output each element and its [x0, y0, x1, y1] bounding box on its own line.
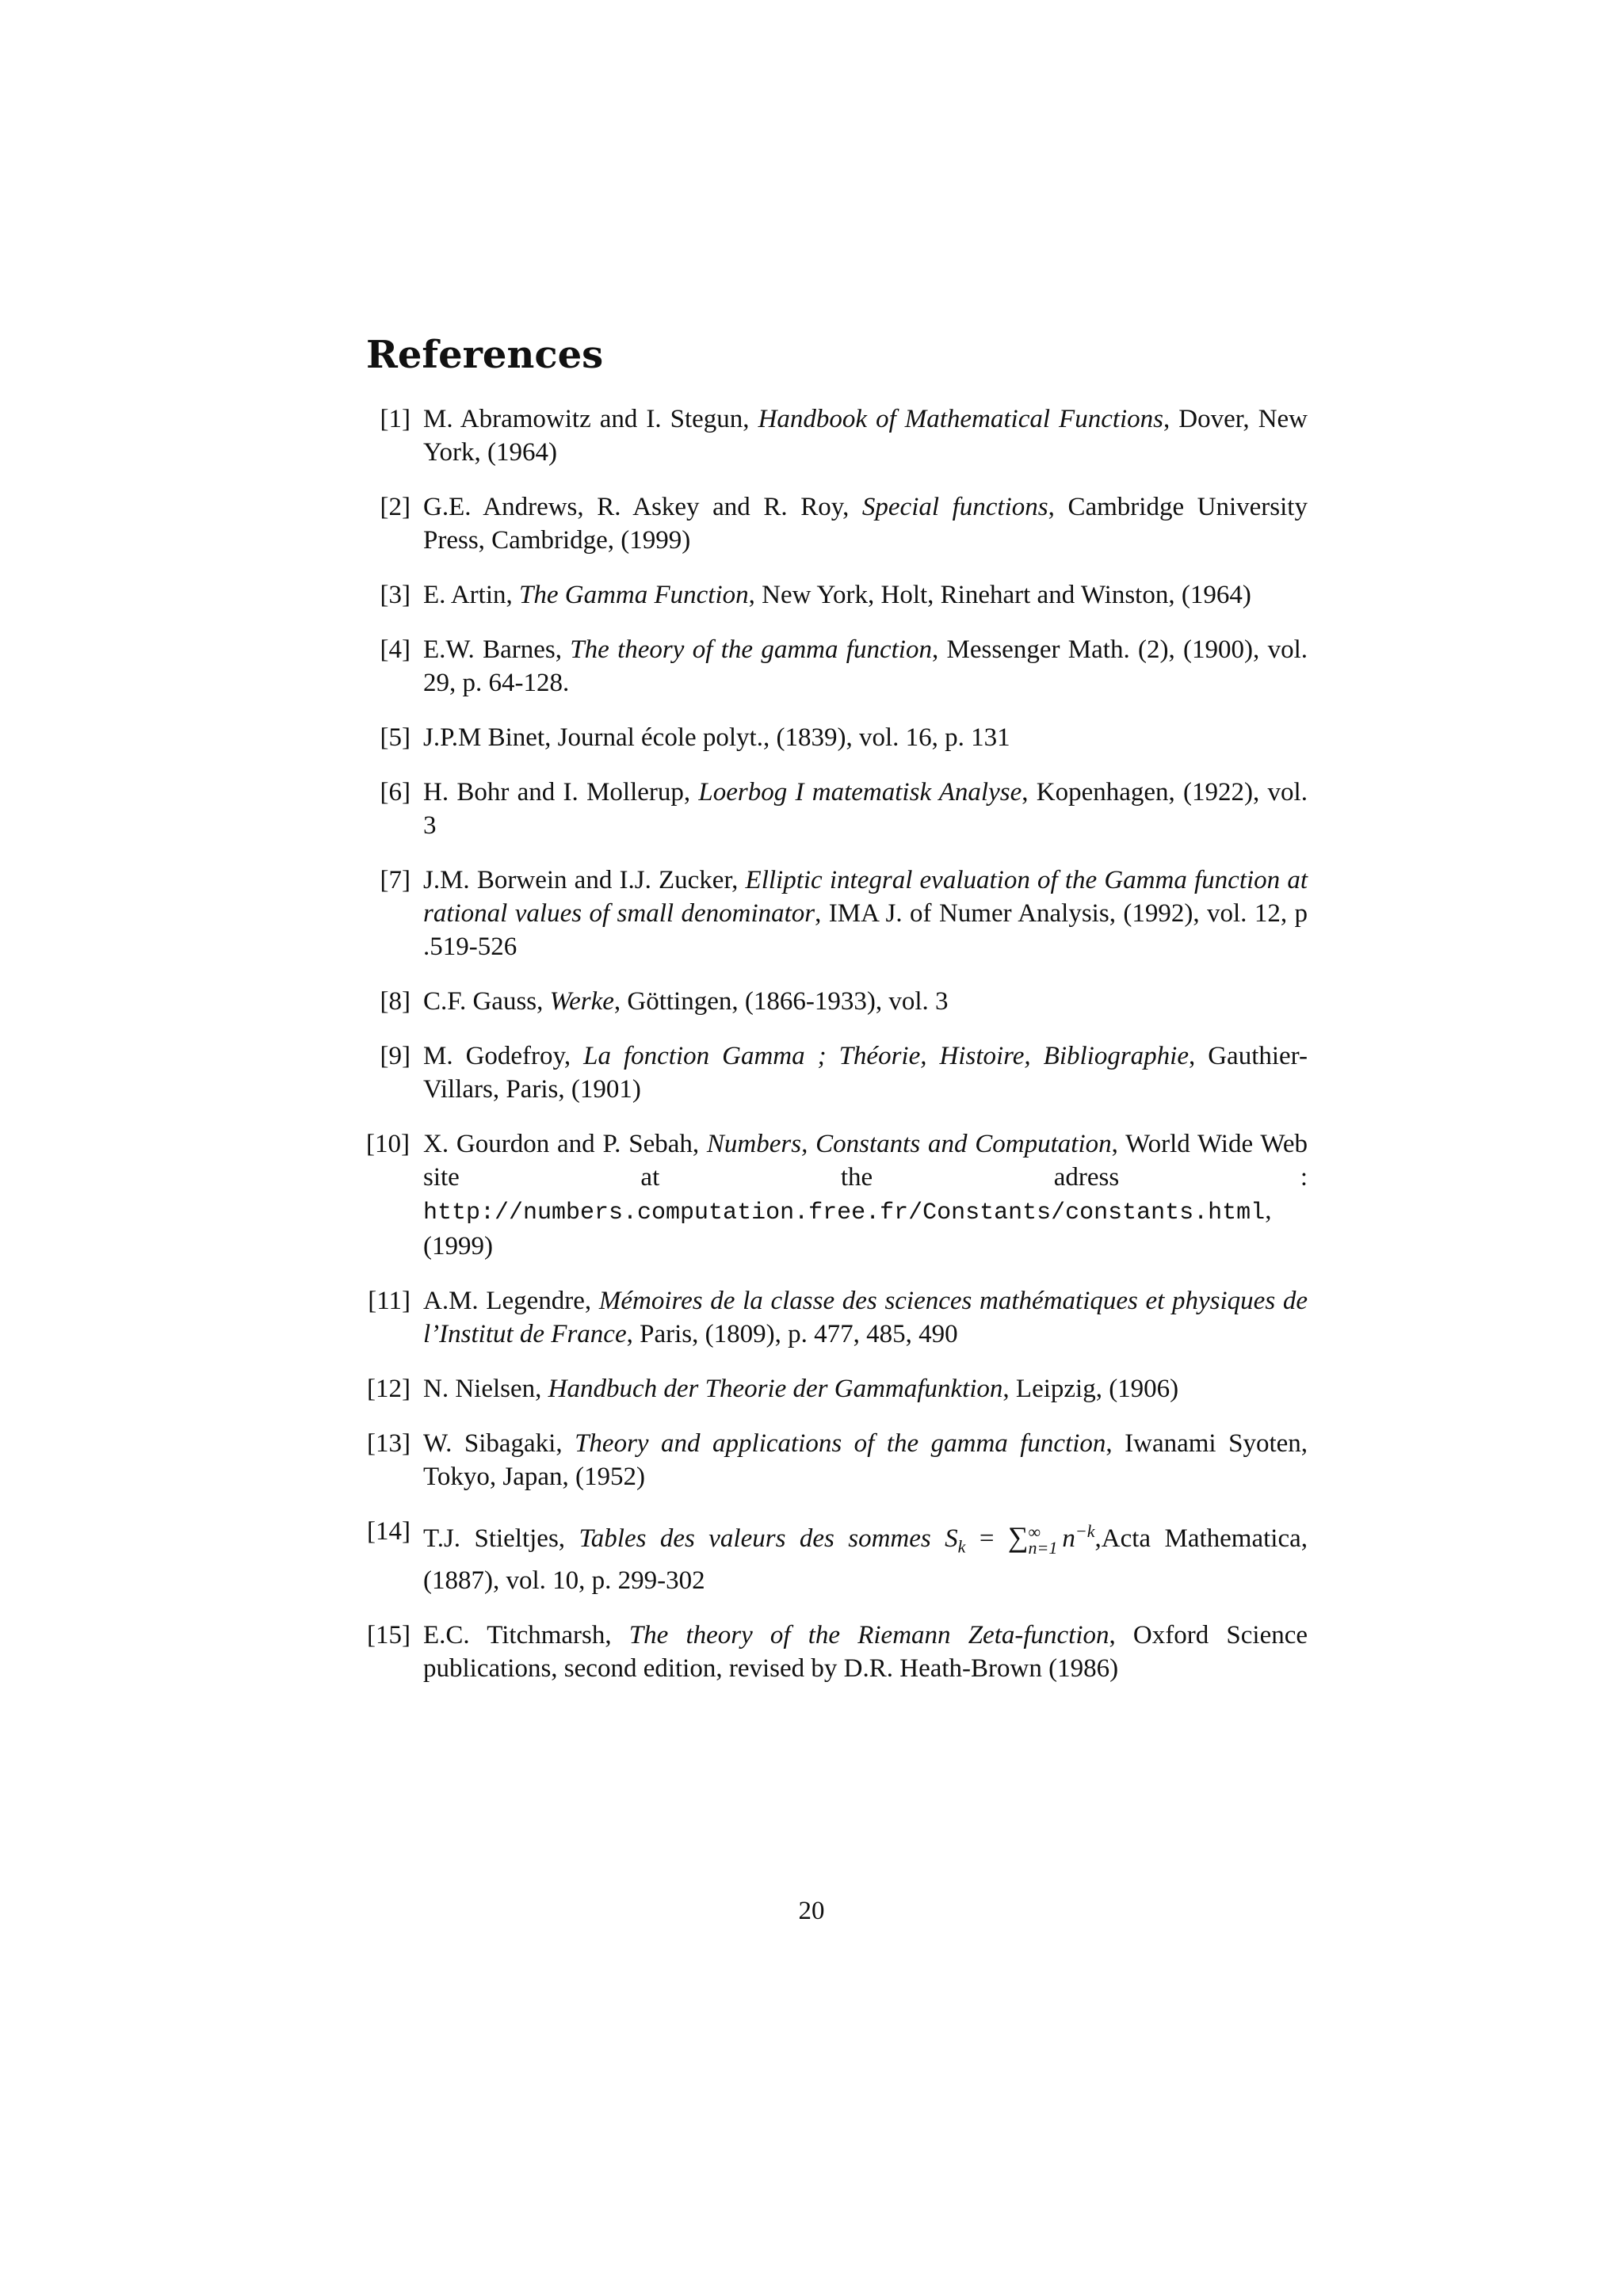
- reference-title: La fonction Gamma ; Théorie, Histoire, Bibliographie: [583, 1042, 1189, 1070]
- reference-number: [11]: [368, 1287, 411, 1315]
- reference-item-3: [3] E. Artin, The Gamma Function, New York, Holt, Rinehart and Winston, (1964): [366, 578, 1308, 612]
- reference-number: [10]: [366, 1130, 410, 1158]
- reference-number: [12]: [367, 1375, 411, 1403]
- reference-item-14: [14] T.J. Stieltjes, Tables des valeurs des sommes $S_k$ = ∑ ∞ n=1 $n^{-k},Acta$ Mathematica, (1887), vol. 10, p. 299-302: [366, 1515, 1308, 1597]
- reference-title: Loerbog I matematisk Analyse: [698, 778, 1022, 807]
- reference-item-5: [5] J.P.M Binet, Journal école polyt., (1839), vol. 16, p. 131: [366, 721, 1308, 754]
- reference-title: Mémoires de la classe des sciences mathématiques et physiques de l’Institut de France: [423, 1287, 1308, 1348]
- reference-item-2: [2] G.E. Andrews, R. Askey and R. Roy, Special functions, Cambridge University Press, Cambridge, (1999): [366, 490, 1308, 557]
- reference-title: Theory and applications of the gamma function: [575, 1429, 1106, 1458]
- page-number: 20: [798, 1897, 825, 1925]
- reference-item-15: [15] E.C. Titchmarsh, The theory of the Riemann Zeta-function, Oxford Science publications, second edition, revised by D.R. Heath-Brown (1986): [366, 1619, 1308, 1685]
- references-heading: References: [366, 333, 604, 377]
- reference-number: [2]: [380, 493, 411, 521]
- reference-item-9: [9] M. Godefroy, La fonction Gamma ; Théorie, Histoire, Bibliographie, Gauthier-Villars, Paris, (1901): [366, 1039, 1308, 1106]
- reference-item-12: [12] N. Nielsen, Handbuch der Theorie der Gammafunktion, Leipzig, (1906): [366, 1372, 1308, 1405]
- reference-number: [7]: [380, 866, 411, 894]
- reference-item-6: [6] H. Bohr and I. Mollerup, Loerbog I matematisk Analyse, Kopenhagen, (1922), vol. 3: [366, 776, 1308, 842]
- summation-sign: ∑: [1007, 1521, 1029, 1553]
- reference-number: [6]: [380, 778, 411, 807]
- reference-number: [14]: [367, 1517, 411, 1546]
- reference-number: [4]: [380, 635, 411, 664]
- reference-title: Handbook of Mathematical Functions: [758, 405, 1164, 433]
- reference-title: The Gamma Function: [519, 581, 749, 609]
- reference-item-7: [7] J.M. Borwein and I.J. Zucker, Elliptic integral evaluation of the Gamma function at rational values of small denominator, IMA J. of Numer Analysis, (1992), vol. 12, p .519-526: [366, 864, 1308, 963]
- reference-title: Tables des valeurs des sommes: [579, 1524, 931, 1553]
- sum-formula: $S_k$ = ∑ ∞ n=1 $n^{-k}$: [945, 1521, 1095, 1558]
- reference-item-4: [4] E.W. Barnes, The theory of the gamma function, Messenger Math. (2), (1900), vol. 29, p. 64-128.: [366, 633, 1308, 700]
- reference-title: Elliptic integral evaluation of the Gamma function at rational values of small denominator: [423, 866, 1308, 928]
- reference-item-1: [1] M. Abramowitz and I. Stegun, Handbook of Mathematical Functions, Dover, New York, (1964): [366, 402, 1308, 469]
- reference-title: Special functions: [861, 493, 1048, 521]
- reference-number: [5]: [380, 723, 411, 752]
- reference-url[interactable]: http://numbers.computation.free.fr/Constants/constants.html: [423, 1199, 1266, 1226]
- reference-title: Handbuch der Theorie der Gammafunktion: [548, 1375, 1003, 1403]
- reference-item-11: [11] A.M. Legendre, Mémoires de la classe des sciences mathématiques et physiques de l’Institut de France, Paris, (1809), p. 477, 485, 490: [366, 1284, 1308, 1351]
- reference-title: Werke: [549, 987, 614, 1016]
- reference-list: [366, 402, 1308, 1707]
- reference-item-10: [10] X. Gourdon and P. Sebah, Numbers, Constants and Computation, World Wide Web site at the adress : http://numbers.computation.free.fr/Constants/constants.html, (1999): [366, 1127, 1308, 1263]
- reference-number: [8]: [380, 987, 411, 1016]
- reference-item-8: [8] C.F. Gauss, Werke, Göttingen, (1866-1933), vol. 3: [366, 985, 1308, 1018]
- reference-number: [9]: [380, 1042, 411, 1070]
- reference-title: The theory of the gamma function: [570, 635, 932, 664]
- reference-number: [3]: [380, 581, 411, 609]
- reference-number: [15]: [367, 1620, 411, 1650]
- reference-title: The theory of the Riemann Zeta-function: [628, 1620, 1109, 1650]
- reference-title: Numbers, Constants and Computation: [706, 1130, 1112, 1158]
- reference-number: [1]: [380, 405, 411, 433]
- reference-item-13: [13] W. Sibagaki, Theory and applications of the gamma function, Iwanami Syoten, Tokyo, Japan, (1952): [366, 1427, 1308, 1493]
- reference-number: [13]: [367, 1429, 411, 1458]
